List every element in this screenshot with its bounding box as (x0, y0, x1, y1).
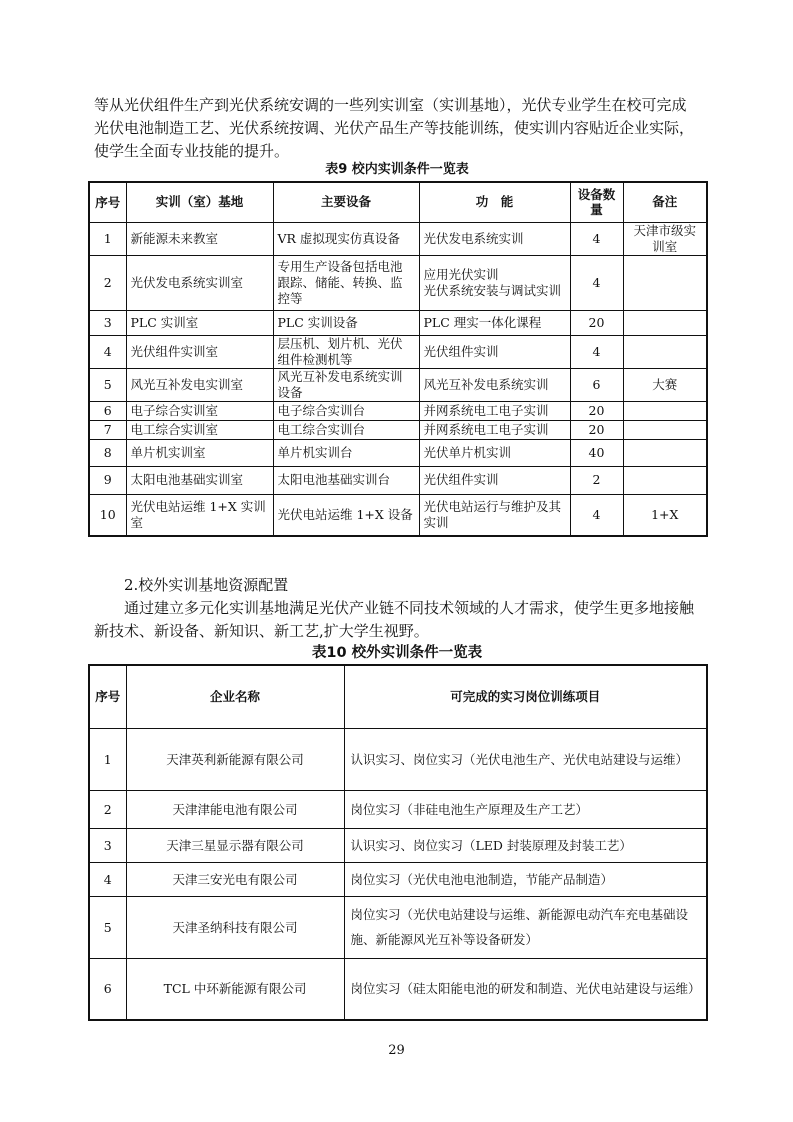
table10-cell-no: 5 (89, 896, 126, 958)
table9-row (89, 466, 707, 494)
table9-cell-function: 光伏电站运行与维护及其实训 (419, 494, 570, 536)
table9-cell-base: 风光互补发电实训室 (126, 368, 273, 401)
table9-cell-no: 5 (89, 368, 126, 401)
table9-cell-base: PLC 实训室 (126, 310, 273, 335)
table9-cell-qty: 40 (570, 439, 623, 466)
table9-cell-no: 1 (89, 222, 126, 255)
table9-cell-no: 7 (89, 420, 126, 439)
table10-row (89, 958, 707, 1020)
table10-cell-company: TCL 中环新能源有限公司 (126, 958, 344, 1020)
table9-cell-qty: 4 (570, 494, 623, 536)
table9-row (89, 494, 707, 536)
table10-header-no: 序号 (89, 665, 126, 728)
table10-cell-no: 3 (89, 828, 126, 862)
table9-row (89, 335, 707, 368)
table9-cell-function: PLC 理实一体化课程 (419, 310, 570, 335)
page-number: 29 (388, 1043, 405, 1058)
table10-cell-company: 天津三安光电有限公司 (126, 862, 344, 896)
table10-cell-company: 天津英利新能源有限公司 (126, 728, 344, 790)
table9-cell-no: 6 (89, 401, 126, 420)
table9-cell-base: 光伏电站运维 1+X 实训室 (126, 494, 273, 536)
table9-header-note: 备注 (623, 182, 707, 222)
table9-cell-equipment: 风光互补发电系统实训设备 (273, 368, 419, 401)
table9-row (89, 255, 707, 310)
table10-header-row (89, 665, 707, 728)
table9-cell-base: 电工综合实训室 (126, 420, 273, 439)
table9-cell-note (623, 466, 707, 494)
table10-row (89, 790, 707, 828)
table10-header-company: 企业名称 (126, 665, 344, 728)
table9-cell-base: 太阳电池基础实训室 (126, 466, 273, 494)
table10-cell-no: 4 (89, 862, 126, 896)
table9-cell-base: 光伏组件实训室 (126, 335, 273, 368)
table9-cell-function: 光伏单片机实训 (419, 439, 570, 466)
table10-cell-project: 认识实习、岗位实习（光伏电池生产、光伏电站建设与运维） (344, 728, 707, 790)
table9-row (89, 368, 707, 401)
table9-cell-no: 9 (89, 466, 126, 494)
table9-cell-equipment: 电子综合实训台 (273, 401, 419, 420)
table9-header-equipment: 主要设备 (273, 182, 419, 222)
table10-cell-project: 岗位实习（非硅电池生产原理及生产工艺） (344, 790, 707, 828)
table9-cell-note (623, 439, 707, 466)
table10-cell-project: 岗位实习（光伏电站建设与运维、新能源电动汽车充电基础设施、新能源风光互补等设备研发） (344, 896, 707, 958)
table9-header-row (89, 182, 707, 222)
table9-cell-note: 1+X (623, 494, 707, 536)
table9-cell-no: 4 (89, 335, 126, 368)
table9-cell-qty: 20 (570, 310, 623, 335)
table9-row (89, 439, 707, 466)
table9-cell-function: 并网系统电工电子实训 (419, 420, 570, 439)
table10-row (89, 728, 707, 790)
table9-cell-equipment: 太阳电池基础实训台 (273, 466, 419, 494)
table9-cell-base: 单片机实训室 (126, 439, 273, 466)
table9-cell-note (623, 310, 707, 335)
table9-cell-base: 新能源未来教室 (126, 222, 273, 255)
table9-cell-equipment: 专用生产设备包括电池跟踪、储能、转换、监控等 (273, 255, 419, 310)
table9-row (89, 310, 707, 335)
table10-row (89, 896, 707, 958)
table10-cell-project: 岗位实习（光伏电池电池制造，节能产品制造） (344, 862, 707, 896)
table10-cell-no: 2 (89, 790, 126, 828)
table9-cell-note: 天津市级实训室 (623, 222, 707, 255)
table10-cell-company: 天津圣纳科技有限公司 (126, 896, 344, 958)
table10-header-project: 可完成的实习岗位训练项目 (344, 665, 707, 728)
table9-cell-qty: 2 (570, 466, 623, 494)
table10-cell-project: 岗位实习（硅太阳能电池的研发和制造、光伏电站建设与运维） (344, 958, 707, 1020)
table9-cell-equipment: 层压机、划片机、光伏组件检测机等 (273, 335, 419, 368)
table10-cell-company: 天津津能电池有限公司 (126, 790, 344, 828)
table9-cell-base: 光伏发电系统实训室 (126, 255, 273, 310)
table10-row (89, 862, 707, 896)
table9-cell-function: 光伏组件实训 (419, 466, 570, 494)
table10-cell-project: 认识实习、岗位实习（LED 封装原理及封装工艺） (344, 828, 707, 862)
table10-cell-company: 天津三星显示器有限公司 (126, 828, 344, 862)
table9-cell-note: 大赛 (623, 368, 707, 401)
intro-paragraph: 等从光伏组件生产到光伏系统安调的一些列实训室（实训基地），光伏专业学生在校可完成光伏电池制造工艺、光伏系统按调、光伏产品生产等技能训练，使实训内容贴近企业实际，使学生全面专业技能的提升。 (94, 96, 695, 160)
table9-cell-note (623, 335, 707, 368)
table9-cell-no: 10 (89, 494, 126, 536)
table9-cell-qty: 4 (570, 222, 623, 255)
table9-cell-qty: 4 (570, 335, 623, 368)
table9-header-function: 功 能 (419, 182, 570, 222)
table9-cell-qty: 20 (570, 420, 623, 439)
table9-caption: 表9 校内实训条件一览表 (325, 162, 469, 177)
table9-cell-equipment: 单片机实训台 (273, 439, 419, 466)
table10-row (89, 828, 707, 862)
table9-internal-training (88, 181, 708, 537)
table9-cell-note (623, 401, 707, 420)
table9-cell-function: 并网系统电工电子实训 (419, 401, 570, 420)
table9-cell-no: 2 (89, 255, 126, 310)
table9-cell-equipment: 电工综合实训台 (273, 420, 419, 439)
table9-cell-equipment: VR 虚拟现实仿真设备 (273, 222, 419, 255)
table10-cell-no: 6 (89, 958, 126, 1020)
table9-cell-note (623, 255, 707, 310)
table9-cell-qty: 20 (570, 401, 623, 420)
table10-cell-no: 1 (89, 728, 126, 790)
table9-cell-function: 光伏组件实训 (419, 335, 570, 368)
section2-heading: 2.校外实训基地资源配置 (124, 576, 289, 594)
table9-cell-qty: 4 (570, 255, 623, 310)
table9-cell-no: 3 (89, 310, 126, 335)
table9-cell-note (623, 420, 707, 439)
table9-cell-function: 光伏发电系统实训 (419, 222, 570, 255)
table9-row (89, 420, 707, 439)
table9-row (89, 222, 707, 255)
table9-header-no: 序号 (89, 182, 126, 222)
table9-header-base: 实训（室）基地 (126, 182, 273, 222)
table10-external-training (88, 664, 708, 1021)
table9-cell-equipment: PLC 实训设备 (273, 310, 419, 335)
section2-paragraph: 通过建立多元化实训基地满足光伏产业链不同技术领域的人才需求，使学生更多地接触新技术、新设备、新知识、新工艺,扩大学生视野。 (94, 599, 695, 640)
table10-caption: 表10 校外实训条件一览表 (311, 645, 483, 661)
table9-cell-equipment: 光伏电站运维 1+X 设备 (273, 494, 419, 536)
table9-cell-function: 应用光伏实训 光伏系统安装与调试实训 (419, 255, 570, 310)
table9-cell-function: 风光互补发电系统实训 (419, 368, 570, 401)
table9-header-qty: 设备数量 (570, 182, 623, 222)
table9-row (89, 401, 707, 420)
table9-cell-no: 8 (89, 439, 126, 466)
table9-cell-base: 电子综合实训室 (126, 401, 273, 420)
table9-cell-qty: 6 (570, 368, 623, 401)
